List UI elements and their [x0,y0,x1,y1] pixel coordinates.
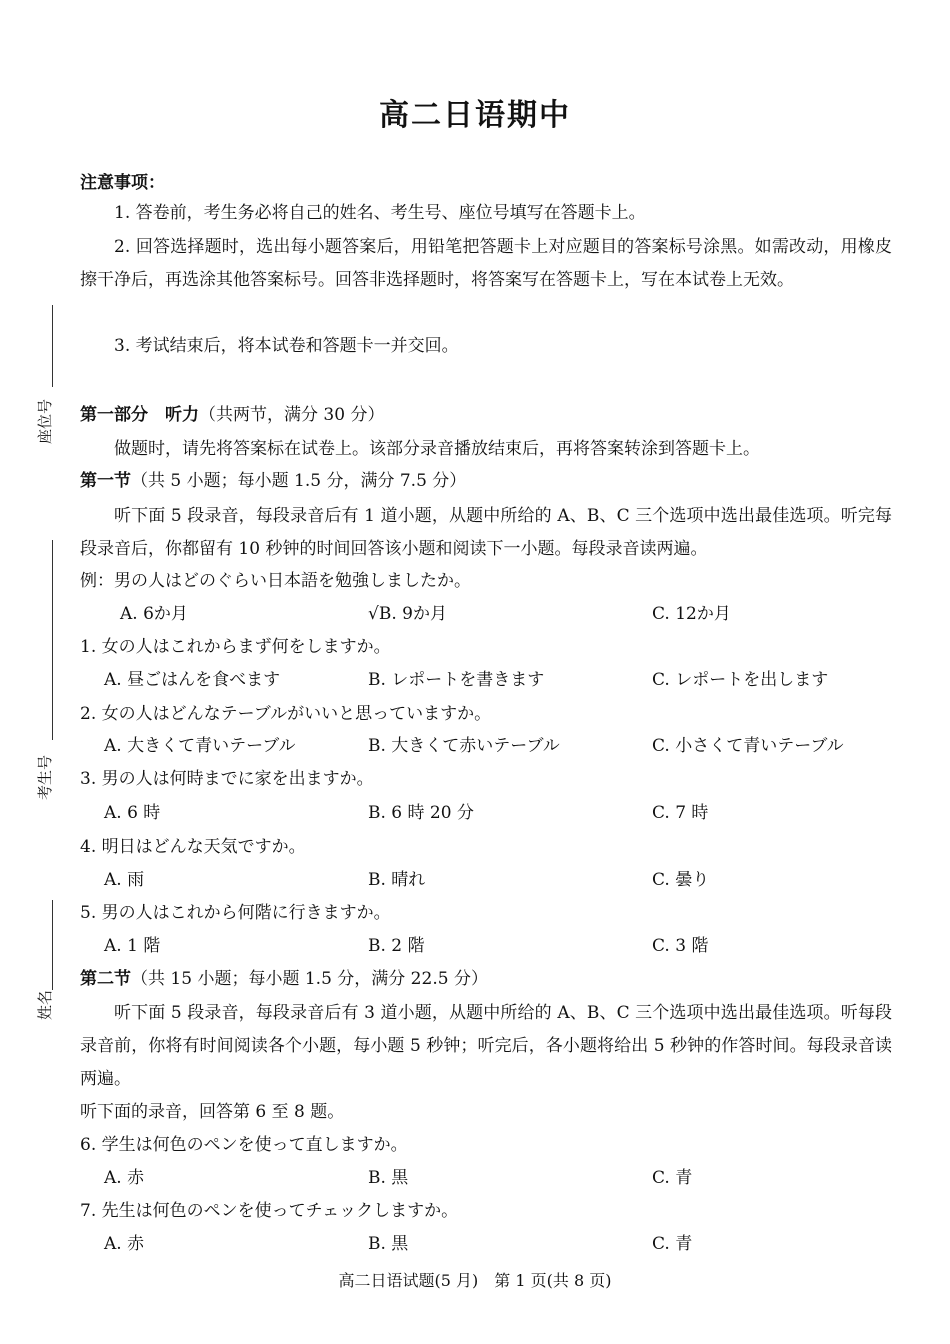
section1-instruction: 听下面 5 段录音，每段录音后有 1 道小题，从题中所给的 A、B、C 三个选项中选出最佳选项。听完每段录音后，你都留有 10 秒钟的时间回答该小题和阅读下一小题。每段录音读两遍。 [80,506,892,559]
section1-heading: 第一节 [80,471,131,491]
q3-option-a: A. 6 時 [104,803,161,823]
q2-option-c: C. 小さくて青いテーブル [652,736,844,756]
seat-label: 座位号 [36,398,54,444]
part1-heading: 第一部分 听力 [80,405,199,425]
q2-option-b: B. 大きくて赤いテーブル [368,736,560,756]
question-5: 5. 男の人はこれから何階に行きますか。 [80,903,391,923]
notice-item-2: 2. 回答选择题时，选出每小题答案后，用铅笔把答题卡上对应题目的答案标号涂黑。如需改动，用橡皮擦干净后，再选涂其他答案标号。回答非选择题时，将答案写在答题卡上，写在本试卷上无效。 [80,237,892,290]
name-label: 姓名 [36,989,54,1020]
q5-option-b: B. 2 階 [368,936,425,956]
q7-option-c: C. 青 [652,1234,693,1254]
q6-option-c: C. 青 [652,1168,693,1188]
question-1: 1. 女の人はこれからまず何をしますか。 [80,637,391,657]
question-6: 6. 学生は何色のペンを使って直しますか。 [80,1135,408,1155]
example-question: 例：男の人はどのぐらい日本語を勉強しましたか。 [80,571,471,591]
section1-heading-note: （共 5 小题；每小题 1.5 分，满分 7.5 分） [131,471,467,491]
example-option-a: A. 6か月 [120,604,188,624]
q3-option-c: C. 7 時 [652,803,709,823]
notice-item-3: 3. 考试结束后，将本试卷和答题卡一并交回。 [114,336,459,356]
example-option-c: C. 12か月 [652,604,731,624]
q7-option-b: B. 黒 [368,1234,409,1254]
example-option-b-row [368,603,447,625]
q4-option-b: B. 晴れ [368,870,426,890]
part1-heading-row [80,404,384,426]
seat-line [52,305,53,387]
notice-item-1: 1. 答卷前，考生务必将自己的姓名、考生号、座位号填写在答题卡上。 [114,203,646,223]
q2-option-a: A. 大きくて青いテーブル [104,736,296,756]
exam-no-line [52,540,53,740]
section2-sub-instruction: 听下面的录音，回答第 6 至 8 题。 [80,1102,345,1122]
section2-heading-row [80,968,488,990]
q4-option-a: A. 雨 [104,870,145,890]
question-3: 3. 男の人は何時までに家を出ますか。 [80,769,374,789]
part1-heading-note: （共两节，满分 30 分） [199,405,385,425]
q5-option-c: C. 3 階 [652,936,709,956]
q6-option-b: B. 黒 [368,1168,409,1188]
notice-heading: 注意事项： [80,173,165,193]
exam-no-label: 考生号 [36,754,54,800]
q5-option-a: A. 1 階 [104,936,161,956]
q1-option-a: A. 昼ごはんを食べます [104,670,281,690]
page-title: 高二日语期中 [379,98,571,133]
question-7: 7. 先生は何色のペンを使ってチェックしますか。 [80,1201,459,1221]
q4-option-c: C. 曇り [652,870,710,890]
q1-option-b: B. レポートを書きます [368,670,545,690]
question-2: 2. 女の人はどんなテーブルがいいと思っていますか。 [80,704,492,724]
question-4: 4. 明日はどんな天気ですか。 [80,837,306,857]
part1-instruction: 做题时，请先将答案标在试卷上。该部分录音播放结束后，再将答案转涂到答题卡上。 [114,439,760,459]
section2-heading-note: （共 15 小题；每小题 1.5 分，满分 22.5 分） [131,969,488,989]
name-line [52,900,53,990]
example-option-b: B. 9か月 [378,604,447,624]
q7-option-a: A. 赤 [104,1234,145,1254]
check-mark-icon: √ [368,604,379,624]
section2-heading: 第二节 [80,969,131,989]
section2-instruction: 听下面 5 段录音，每段录音后有 3 道小题，从题中所给的 A、B、C 三个选项中选出最佳选项。听每段录音前，你将有时间阅读各个小题，每小题 5 秒钟；听完后，各小题将给出 5 秒钟的作答时间。每段录音读两遍。 [80,1003,892,1089]
q1-option-c: C. レポートを出します [652,670,829,690]
page-footer: 高二日语试题(5 月) 第 1 页(共 8 页) [338,1271,612,1290]
q6-option-a: A. 赤 [104,1168,145,1188]
section1-heading-row [80,470,466,492]
q3-option-b: B. 6 時 20 分 [368,803,474,823]
